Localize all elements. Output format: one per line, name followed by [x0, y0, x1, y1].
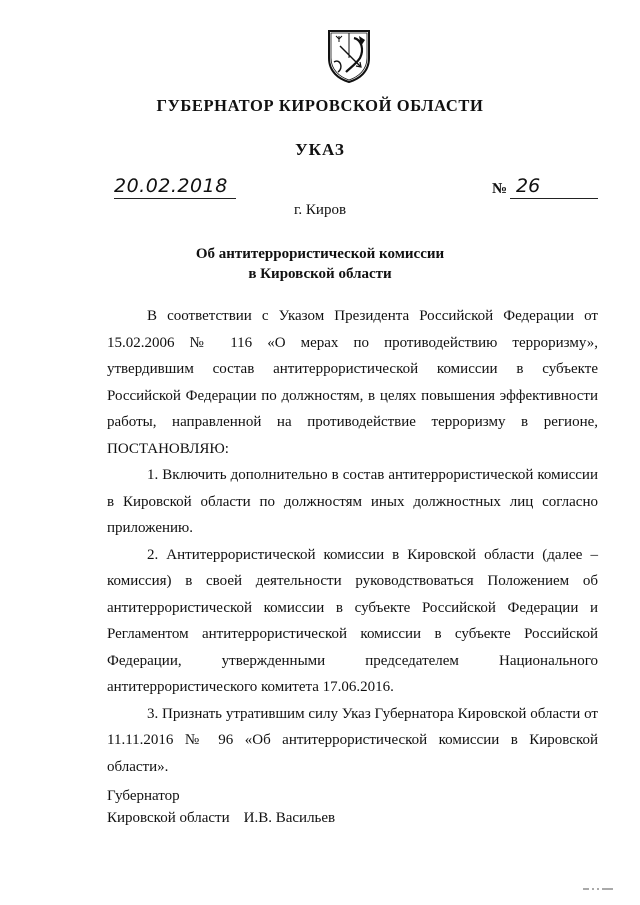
body-paragraph-preamble: В соответствии с Указом Президента Российской Федерации от 15.02.2006 № 116 «О мерах по противодействию терроризму», утвердившим состав антитеррористической комиссии в субъекте Российской Федерации по должностям, в целях повышения эффективности работы, направленной на противодействие терроризму в регионе, ПОСТАНОВЛЯЮ: [107, 308, 598, 457]
body-paragraph-1: 1. Включить дополнительно в состав антитеррористической комиссии в Кировской области по должностям иных должностных лиц согласно приложению. [107, 467, 598, 536]
subject-line-1: Об антитеррористической комиссии [195, 246, 445, 262]
footer-scan-mark [583, 885, 613, 891]
document-date: 20.02.2018 [114, 174, 236, 199]
kirov-coat-of-arms-icon [326, 28, 372, 84]
city-line: г. Киров [293, 202, 347, 218]
number-label: № [492, 181, 508, 197]
document-subject [0, 244, 640, 284]
signature-title-line-1: Губернатор [107, 788, 180, 804]
authority-title: ГУБЕРНАТОР КИРОВСКОЙ ОБЛАСТИ [156, 96, 484, 115]
signature-region: Кировской области [107, 810, 230, 826]
signature-title-line-2 [107, 807, 335, 829]
subject-line-2: в Кировской области [248, 266, 392, 282]
document-body [107, 303, 598, 780]
signer-name: И.В. Васильев [243, 810, 336, 826]
document-type: УКАЗ [295, 140, 345, 159]
body-paragraph-2: 2. Антитеррористической комиссии в Кировской области (далее – комиссия) в своей деятельности руководствоваться Положением об антитеррористической комиссии в субъекте Российской Федерации и Регламентом антитеррористической комиссии в субъекте Российской Федерации, утвержденными председателем Национального антитеррористического комитета 17.06.2016. [107, 546, 598, 695]
body-paragraph-3: 3. Признать утратившим силу Указ Губернатора Кировской области от 11.11.2016 № 96 «Об антитеррористической комиссии в Кировской области». [107, 705, 598, 775]
signature-block [107, 785, 335, 829]
document-number: 26 [510, 174, 598, 199]
